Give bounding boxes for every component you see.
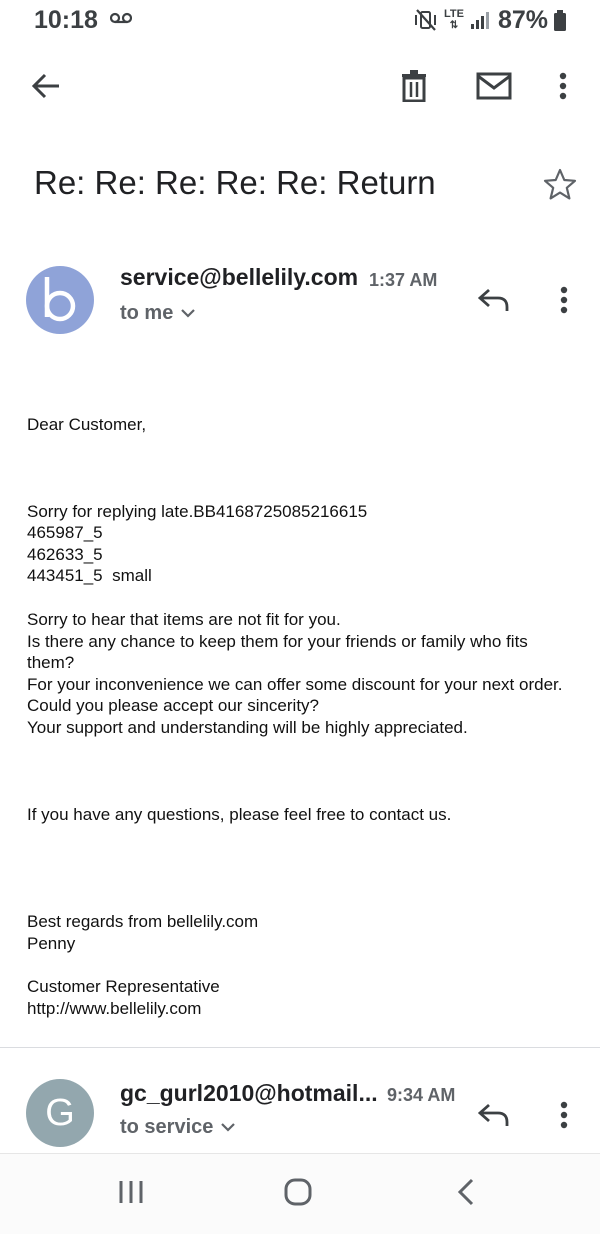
- status-time: 10:18: [34, 6, 98, 34]
- more-options-button[interactable]: [548, 66, 578, 106]
- message-time: 9:34 AM: [387, 1085, 456, 1105]
- sender-avatar[interactable]: [26, 266, 94, 334]
- star-outline-icon: [543, 168, 577, 200]
- message-more-button[interactable]: [552, 1097, 576, 1133]
- lte-label: LTE: [444, 8, 464, 20]
- mail-icon: [476, 72, 512, 100]
- body-line: Is there any chance to keep them for your friends or family who fits them?: [27, 631, 528, 673]
- item-line: 465987_5: [27, 523, 103, 543]
- mark-unread-button[interactable]: [472, 66, 516, 106]
- signal-icon: [470, 10, 492, 30]
- body-line: Sorry to hear that items are not fit for you.: [27, 609, 341, 629]
- recent-apps-button[interactable]: [116, 1178, 146, 1206]
- trash-icon: [401, 70, 427, 102]
- recents-icon: [118, 1179, 144, 1205]
- sender-email[interactable]: service@bellelily.com: [120, 264, 359, 290]
- back-button[interactable]: [26, 66, 66, 106]
- battery-icon: [553, 10, 567, 32]
- body-line: Your support and understanding will be highly appreciated.: [27, 717, 468, 737]
- message-time: 1:37 AM: [369, 270, 438, 290]
- vibrate-mute-icon: [414, 9, 438, 31]
- lte-indicator: [444, 9, 464, 31]
- more-vert-icon: [560, 1101, 568, 1129]
- reply-button[interactable]: [476, 1097, 512, 1133]
- email-subject: Re: Re: Re: Re: Re: Return: [34, 164, 436, 201]
- sender-avatar[interactable]: [26, 1079, 94, 1147]
- recipient-label: to service: [120, 1116, 214, 1138]
- system-back-button[interactable]: [454, 1176, 478, 1208]
- contact-line: If you have any questions, please feel free to contact us.: [27, 804, 452, 824]
- reply-icon: [478, 1103, 510, 1127]
- reply-button[interactable]: [476, 282, 512, 318]
- delete-button[interactable]: [394, 66, 434, 106]
- item-line: 462633_5: [27, 544, 103, 564]
- signer-role: Customer Representative: [27, 977, 220, 997]
- sender-email[interactable]: gc_gurl2010@hotmail...: [120, 1080, 378, 1106]
- message-divider: [0, 1047, 600, 1048]
- body-line: For your inconvenience we can offer some discount for your next order. Could you please accept our sincerity?: [27, 674, 563, 716]
- recipient-label: to me: [120, 302, 174, 324]
- avatar-letter-b: [38, 275, 82, 325]
- item-line: 443451_5 small: [27, 566, 152, 586]
- recipient-details-toggle[interactable]: [120, 1116, 235, 1139]
- greeting: Dear Customer,: [27, 415, 147, 434]
- chevron-down-icon: [181, 309, 195, 318]
- data-arrows-icon: ⇅: [449, 20, 459, 31]
- order-line: Sorry for replying late.BB4168725085216615: [27, 501, 368, 521]
- chevron-left-icon: [457, 1177, 475, 1207]
- arrow-left-icon: [31, 73, 61, 99]
- star-button[interactable]: [540, 164, 580, 204]
- more-vert-icon: [559, 72, 567, 100]
- signoff: Best regards from bellelily.com: [27, 912, 259, 932]
- signer-name: Penny: [27, 933, 76, 953]
- message-more-button[interactable]: [552, 282, 576, 318]
- home-icon: [283, 1177, 313, 1207]
- website-link[interactable]: http://www.bellelily.com: [27, 998, 202, 1018]
- avatar-letter: G: [45, 1091, 75, 1134]
- chevron-down-icon: [221, 1123, 235, 1132]
- message-body: [27, 414, 577, 1020]
- home-button[interactable]: [282, 1176, 314, 1208]
- battery-percent: 87%: [498, 6, 549, 34]
- voicemail-icon: [110, 12, 132, 24]
- recipient-details-toggle[interactable]: [120, 302, 195, 325]
- more-vert-icon: [560, 286, 568, 314]
- reply-icon: [478, 288, 510, 312]
